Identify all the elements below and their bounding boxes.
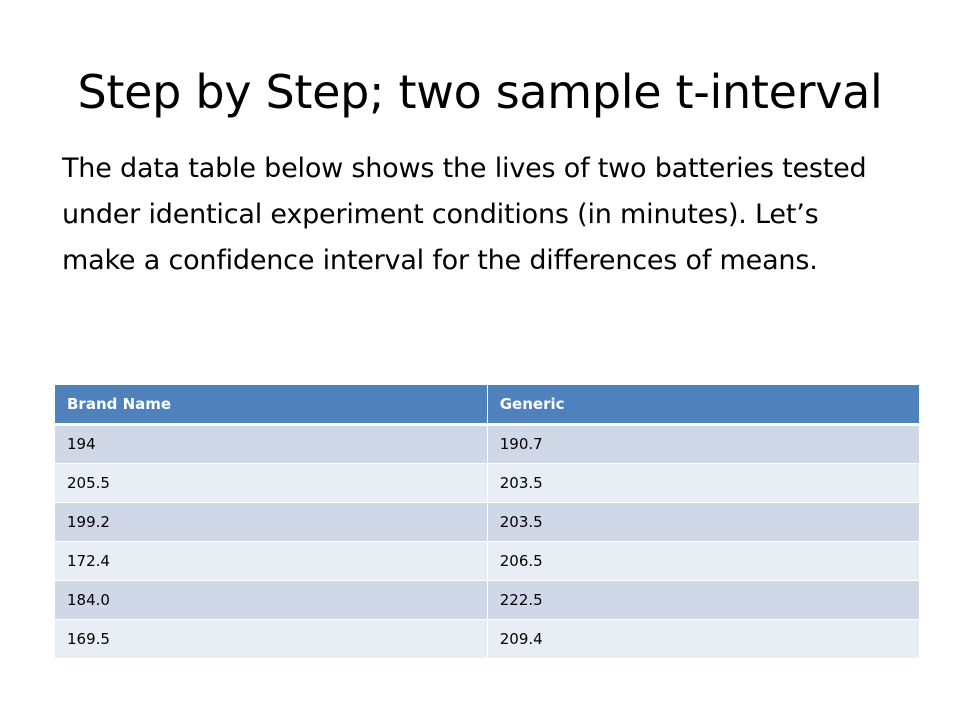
cell-generic: 222.5 [487, 580, 919, 619]
table-row [55, 502, 920, 541]
cell-generic: 209.4 [487, 619, 919, 658]
cell-generic: 190.7 [487, 424, 919, 463]
table-row [55, 580, 920, 619]
cell-generic: 203.5 [487, 463, 919, 502]
cell-generic: 206.5 [487, 541, 919, 580]
header-generic: Generic [487, 385, 919, 424]
cell-brand-name: 194 [55, 424, 487, 463]
battery-data-table [55, 385, 920, 659]
table-row [55, 541, 920, 580]
cell-brand-name: 172.4 [55, 541, 487, 580]
slide-body-text: The data table below shows the lives of two batteries tested under identical experiment conditions (in minutes). Let’s make a confidence interval for the differences of means. [62, 153, 867, 276]
table-header-row [55, 385, 920, 424]
slide-title: Step by Step; two sample t-interval [77, 65, 883, 119]
cell-generic: 203.5 [487, 502, 919, 541]
table-row [55, 424, 920, 463]
table-row [55, 463, 920, 502]
cell-brand-name: 184.0 [55, 580, 487, 619]
table-row [55, 619, 920, 658]
header-brand-name: Brand Name [55, 385, 487, 424]
cell-brand-name: 205.5 [55, 463, 487, 502]
cell-brand-name: 199.2 [55, 502, 487, 541]
cell-brand-name: 169.5 [55, 619, 487, 658]
